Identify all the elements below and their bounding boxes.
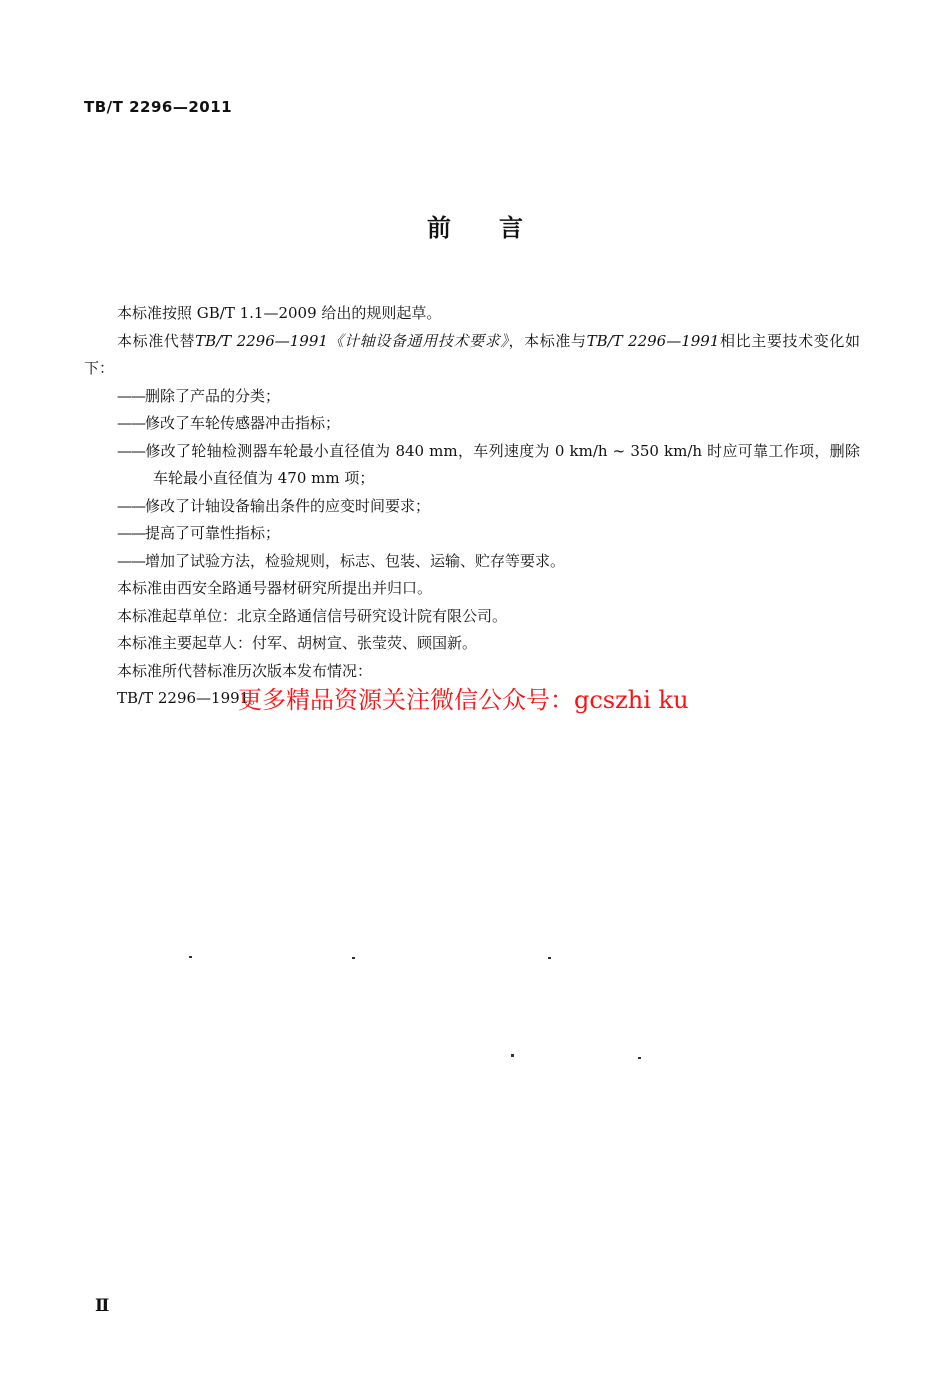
change-item bbox=[84, 493, 860, 521]
dash-mark: —— bbox=[117, 551, 145, 570]
change-text: 修改了轮轴检测器车轮最小直径值为 840 mm，车列速度为 0 km/h ~ 350 km/h 时应可靠工作项，删除车轮最小直径值为 470 mm 项； bbox=[145, 441, 860, 487]
replacement-prefix: 本标准代替 bbox=[117, 331, 196, 350]
drafting-rule-paragraph: 本标准按照 GB/T 1.1—2009 给出的规则起草。 bbox=[117, 304, 442, 322]
drafters-paragraph: 本标准主要起草人：付军、胡树宣、张莹荧、顾国新。 bbox=[117, 634, 478, 652]
change-text: 修改了车轮传感器冲击指标； bbox=[145, 414, 341, 432]
history-paragraph: 本标准所代替标准历次版本发布情况： bbox=[117, 661, 373, 680]
replaced-standard-ref-2: TB/T 2296—1991 bbox=[586, 331, 720, 350]
foreword-body bbox=[84, 300, 860, 713]
scan-speck bbox=[511, 1054, 514, 1057]
replaced-standard-ref: TB/T 2296—1991《计轴设备通用技术要求》 bbox=[195, 331, 509, 350]
scan-speck bbox=[548, 957, 551, 959]
replacement-mid: ，本标准与 bbox=[508, 331, 587, 350]
replacement-paragraph bbox=[84, 328, 860, 383]
dash-mark: —— bbox=[117, 441, 145, 460]
change-text: 删除了产品的分类； bbox=[145, 386, 281, 405]
change-text: 提高了可靠性指标； bbox=[145, 524, 281, 542]
change-item bbox=[84, 410, 860, 438]
change-text: 增加了试验方法，检验规则，标志、包装、运输、贮存等要求。 bbox=[145, 551, 566, 570]
dash-mark: —— bbox=[117, 496, 145, 515]
watermark-text: 更多精品资源关注微信公众号：gcszhi ku bbox=[238, 686, 689, 714]
page-title: 前言 bbox=[427, 214, 571, 242]
change-item bbox=[84, 520, 860, 548]
change-text: 修改了计轴设备输出条件的应变时间要求； bbox=[145, 496, 431, 515]
dash-mark: —— bbox=[117, 414, 145, 432]
proposer-paragraph: 本标准由西安全路通号器材研究所提出并归口。 bbox=[117, 579, 433, 597]
dash-mark: —— bbox=[117, 386, 145, 405]
replacement-suffix: 相比主要技术变化如下： bbox=[84, 331, 860, 377]
drafting-unit-paragraph: 本标准起草单位：北京全路通信信号研究设计院有限公司。 bbox=[117, 606, 508, 625]
standard-code: TB/T 2296—2011 bbox=[84, 98, 233, 116]
change-item bbox=[84, 438, 860, 493]
dash-mark: —— bbox=[117, 524, 145, 542]
scan-speck bbox=[189, 956, 192, 958]
history-item: TB/T 2296—1991。 bbox=[117, 689, 265, 707]
scan-speck bbox=[638, 1057, 641, 1059]
change-item bbox=[84, 548, 860, 576]
change-item bbox=[84, 383, 860, 411]
page-number: Ⅱ bbox=[95, 1296, 110, 1316]
scan-speck bbox=[352, 957, 355, 959]
